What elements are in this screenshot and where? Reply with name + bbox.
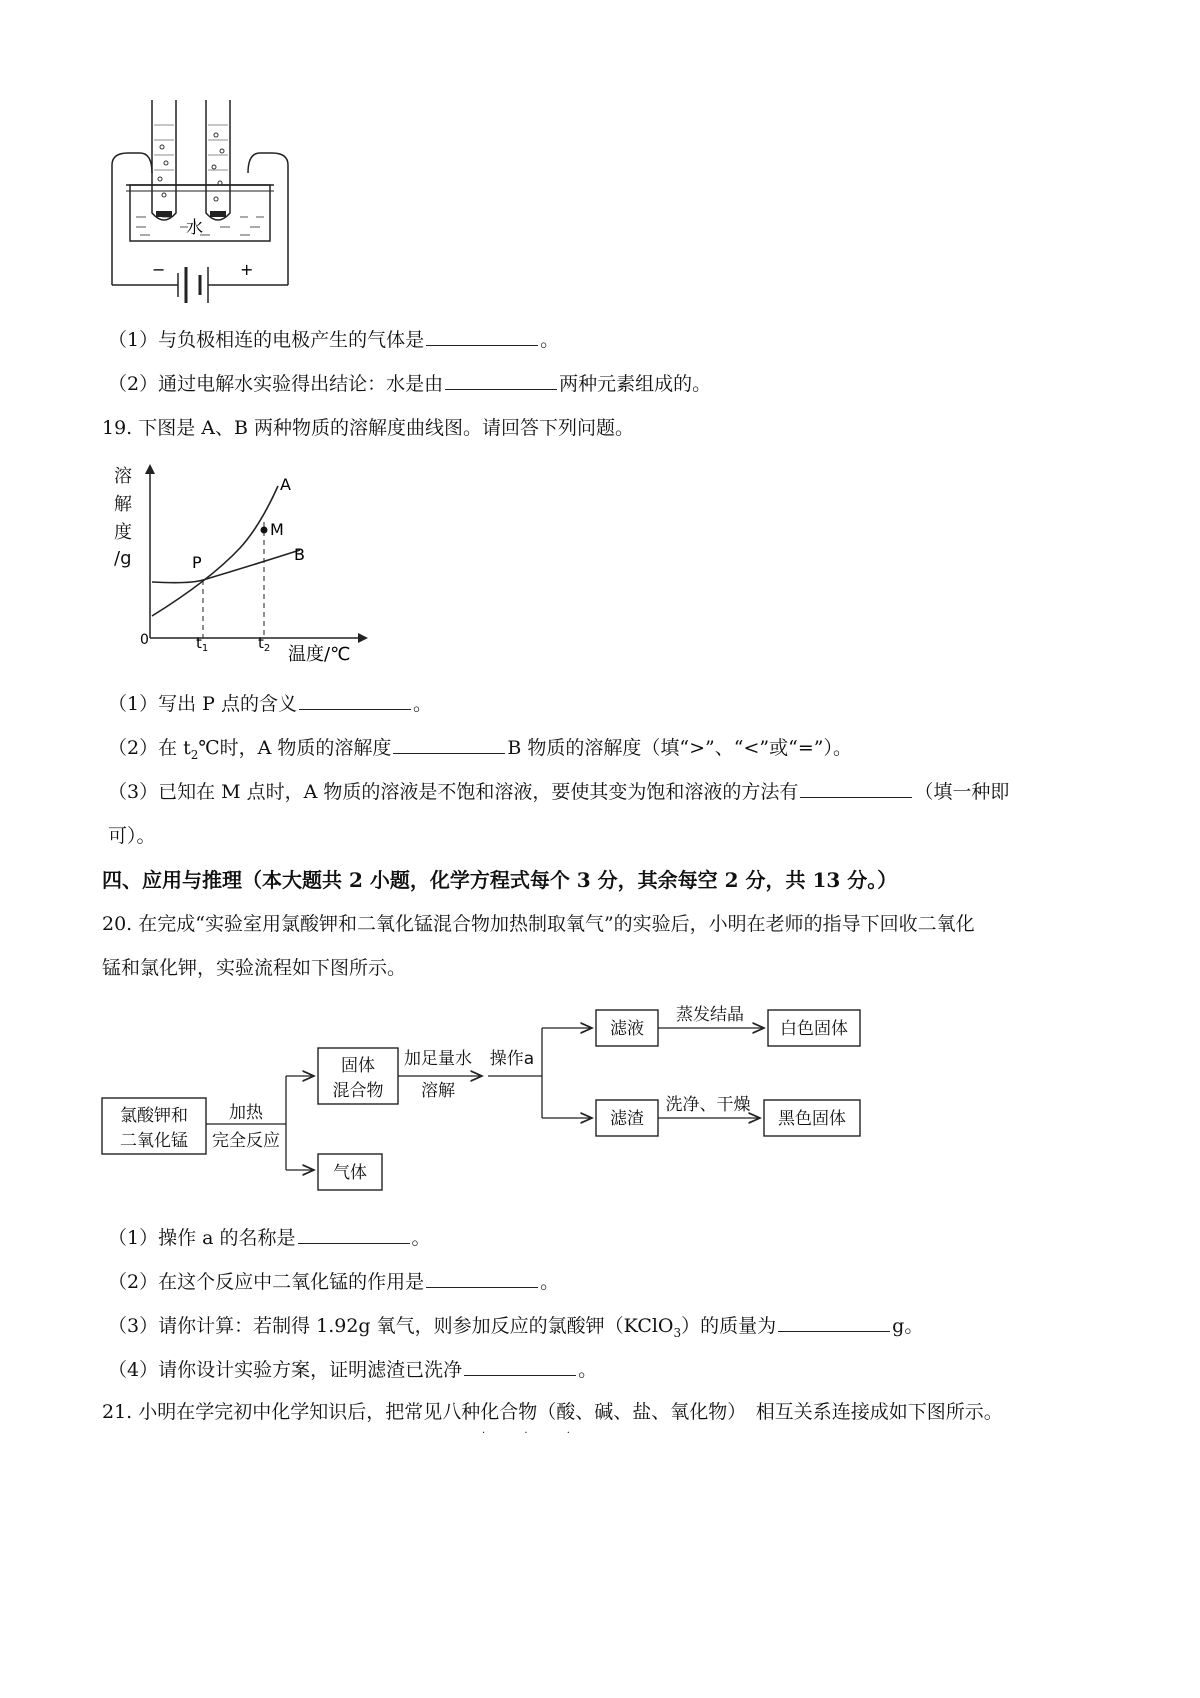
emphasis-dots: · · · xyxy=(482,1428,588,1439)
series-label-A: A xyxy=(280,475,291,494)
dissolve-condition: 溶解 xyxy=(421,1081,455,1101)
electrolysis-diagram xyxy=(100,95,300,315)
answer-blank[interactable] xyxy=(464,1357,576,1376)
q18-part1: （1）与负极相连的电极产生的气体是 。 xyxy=(108,329,560,351)
answer-blank[interactable] xyxy=(298,1225,410,1244)
positive-sign: + xyxy=(240,260,254,279)
heat-condition: 完全反应 xyxy=(212,1131,280,1151)
q21-stem: 21. 小明在学完初中化学知识后，把常见八种化合物（酸、碱、盐、氧化物） 相互关系连接成如下图所示。 xyxy=(102,1401,1003,1423)
q19-part3: （3）已知在 M 点时，A 物质的溶液是不饱和溶液，要使其变为饱和溶液的方法有 （填一种即 xyxy=(108,781,1010,803)
white-solid-box-label: 白色固体 xyxy=(780,1019,848,1039)
answer-blank[interactable] xyxy=(426,1269,538,1288)
mixture-box-line2: 混合物 xyxy=(332,1081,384,1101)
filtrate-box-label: 滤液 xyxy=(610,1019,644,1039)
mixture-box-line1: 固体 xyxy=(341,1056,375,1076)
q19-part2: （2）在 $t_2℃$时，A 物质的溶解度 B 物质的溶解度（填“>”、“<”或“=”）。 xyxy=(108,737,852,762)
q20-part2: （2）在这个反应中二氧化锰的作用是 。 xyxy=(108,1271,560,1293)
heat-label: 加热 xyxy=(229,1103,263,1123)
answer-blank[interactable] xyxy=(393,735,505,754)
negative-sign: − xyxy=(152,260,166,279)
solubility-chart xyxy=(110,460,380,670)
answer-blank[interactable] xyxy=(445,371,557,390)
start-box-line1: 氯酸钾和 xyxy=(120,1106,188,1126)
q20-part4: （4）请你设计实验方案，证明滤渣已洗净 。 xyxy=(108,1359,598,1381)
start-box-line2: 二氧化锰 xyxy=(120,1131,188,1151)
q20-part3: （3）请你计算：若制得 1.92g 氧气，则参加反应的氯酸钾（KClO$_3$）的质量为 g。 xyxy=(108,1315,924,1340)
x-axis-label: 温度/℃ xyxy=(288,644,351,665)
origin-label: 0 xyxy=(140,632,149,648)
point-label-M: M xyxy=(270,520,284,539)
operation-a-label: 操作a xyxy=(489,1049,535,1069)
residue-box-label: 滤渣 xyxy=(610,1109,644,1129)
y-axis-label-char: 解 xyxy=(114,494,132,515)
wash-dry-label: 洗净、干燥 xyxy=(665,1095,751,1115)
series-line-B xyxy=(152,550,300,583)
q18-part2: （2）通过电解水实验得出结论：水是由 两种元素组成的。 xyxy=(108,373,712,395)
gas-box-label: 气体 xyxy=(333,1163,367,1183)
q20-part1: （1）操作 a 的名称是 。 xyxy=(108,1227,431,1249)
point-label-P: P xyxy=(192,553,202,572)
evaporation-label: 蒸发结晶 xyxy=(676,1005,744,1025)
x-tick-t2: $t_2$ xyxy=(258,634,271,654)
answer-blank[interactable] xyxy=(426,327,538,346)
answer-blank[interactable] xyxy=(778,1313,890,1332)
q19-part3-cont: 可）。 xyxy=(108,825,156,847)
series-line-A xyxy=(152,486,278,616)
q19-stem: 19. 下图是 A、B 两种物质的溶解度曲线图。请回答下列问题。 xyxy=(102,417,635,439)
black-solid-box-label: 黑色固体 xyxy=(778,1109,846,1129)
section-heading: 四、应用与推理（本大题共 2 小题，化学方程式每个 3 分，其余每空 2 分，共 13 分。） xyxy=(102,868,898,892)
series-label-B: B xyxy=(294,545,305,564)
y-axis-label-char: 溶 xyxy=(114,466,132,487)
answer-blank[interactable] xyxy=(299,691,411,710)
answer-blank[interactable] xyxy=(800,779,912,798)
y-axis-label-char: 度 xyxy=(114,522,132,543)
dissolve-label: 加足量水 xyxy=(404,1049,472,1069)
q19-part1: （1）写出 P 点的含义 。 xyxy=(108,693,432,715)
q20-stem-line1: 20. 在完成“实验室用氯酸钾和二氧化锰混合物加热制取氧气”的实验后，小明在老师的指导下回收二氧化 xyxy=(102,913,975,935)
point-M xyxy=(261,527,268,534)
y-axis-label-char: /g xyxy=(114,548,132,569)
water-label: 水 xyxy=(186,218,203,238)
q20-stem-line2: 锰和氯化钾，实验流程如下图所示。 xyxy=(102,957,407,979)
process-flow-diagram xyxy=(100,1000,880,1200)
x-tick-t1: $t_1$ xyxy=(196,634,209,654)
